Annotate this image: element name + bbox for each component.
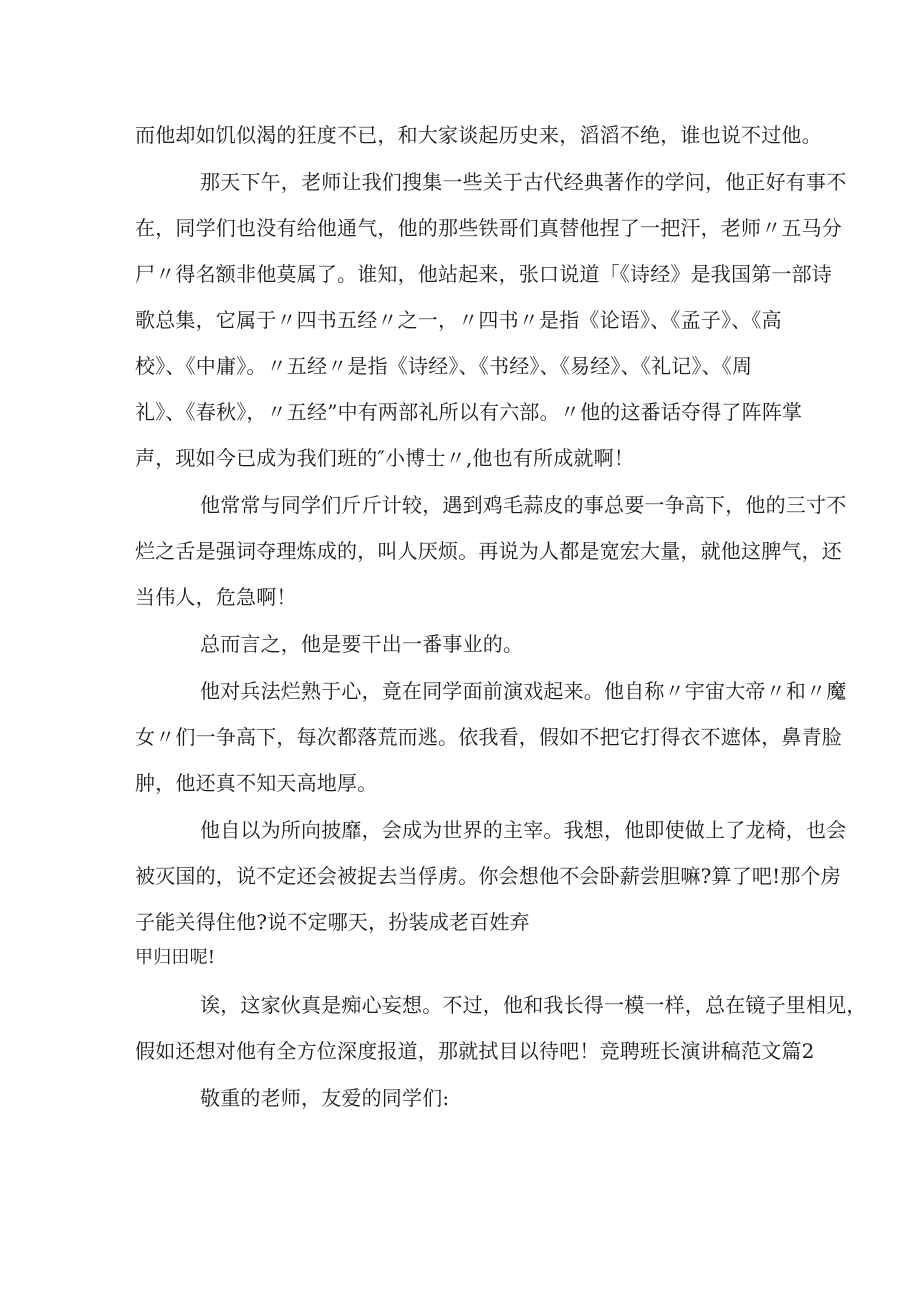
text-line: 歌总集，它属于〃四书五经〃之一，〃四书〃是指《论语》、《孟子》、《高: [135, 308, 782, 332]
text-line: 他常常与同学们斤斤计较，遇到鸡毛蒜皮的事总要一争高下，他的三寸不: [200, 493, 847, 517]
text-line: 尸〃得名额非他莫属了。谁知，他站起来，张口说道「《诗经》是我国第一部诗: [135, 262, 832, 286]
text-line: 在，同学们也没有给他通气，他的那些铁哥们真替他捏了一把汗，老师〃五马分: [135, 216, 842, 240]
text-line: 校》、《中庸》。〃五经〃是指《诗经》、《书经》、《易经》、《礼记》、《周: [135, 354, 753, 378]
text-line: 总而言之，他是要干出一番事业的。: [200, 632, 524, 656]
text-line: 被灭国的，说不定还会被捉去当俘虏。你会想他不会卧薪尝胆嘛?算了吧!那个房: [135, 864, 841, 888]
text-line: 女〃们一争高下，每次都落荒而逃。依我看，假如不把它打得衣不遮体，鼻青脸: [135, 725, 842, 749]
text-line: 子能关得住他?说不定哪天，扮装成老百姓弃: [135, 910, 530, 934]
text-line: 敬重的老师，友爱的同学们:: [200, 1086, 450, 1110]
text-line: 烂之舌是强词夺理炼成的，叫人厌烦。再说为人都是宽宏大量，就他这脾气，还: [135, 539, 842, 563]
text-line: 声，现如今已成为我们班的″小博士〃,他也有所成就啊！: [135, 446, 635, 470]
text-line: 他对兵法烂熟于心，竟在同学面前演戏起来。他自称〃宇宙大帝〃和〃魔: [200, 679, 847, 703]
text-line: 诶，这家伙真是痴心妄想。不过，他和我长得一模一样，总在镜子里相见，: [200, 993, 867, 1017]
text-line: 当伟人，危急啊！: [135, 585, 297, 609]
text-line: 那天下午，老师让我们搜集一些关于古代经典著作的学问，他正好有事不: [200, 170, 847, 194]
text-line: 甲归田呢!: [135, 947, 216, 968]
text-line: 礼》、《春秋》，〃五经”中有两部礼所以有六部。〃他的这番话夺得了阵阵掌: [135, 400, 803, 424]
text-line: 肿，他还真不知天高地厚。: [135, 771, 378, 795]
text-line: 假如还想对他有全方位深度报道，那就拭目以待吧！竞聘班长演讲稿范文篇2: [135, 1039, 815, 1063]
text-line: 他自以为所向披靡，会成为世界的主宰。我想，他即使做上了龙椅，也会: [200, 818, 847, 842]
text-line: 而他却如饥似渴的狂度不已，和大家谈起历史来，滔滔不绝，谁也说不过他。: [135, 123, 822, 147]
